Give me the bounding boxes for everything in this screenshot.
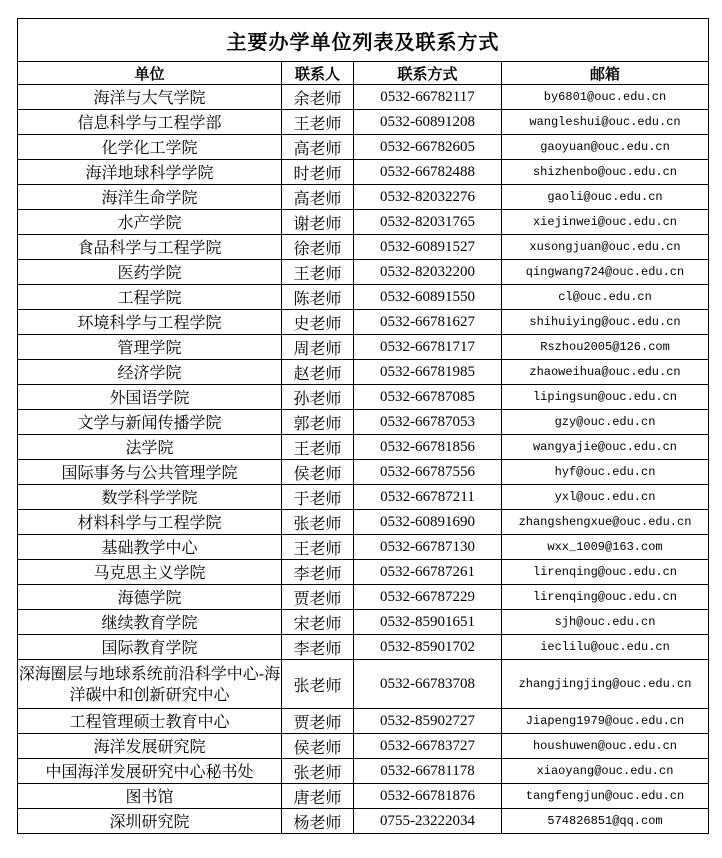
email-cell: Rszhou2005@126.com <box>502 335 709 360</box>
contact-person-cell: 高老师 <box>282 135 354 160</box>
unit-cell: 海洋地球科学学院 <box>18 160 282 185</box>
unit-cell: 食品科学与工程学院 <box>18 235 282 260</box>
contact-person-cell: 孙老师 <box>282 385 354 410</box>
table-row <box>18 610 709 635</box>
unit-cell: 环境科学与工程学院 <box>18 310 282 335</box>
contact-person-cell: 李老师 <box>282 560 354 585</box>
table-row <box>18 335 709 360</box>
phone-cell: 0532-82032200 <box>354 260 502 285</box>
table-row <box>18 110 709 135</box>
contact-person-cell: 陈老师 <box>282 285 354 310</box>
email-cell: yxl@ouc.edu.cn <box>502 485 709 510</box>
table-row <box>18 385 709 410</box>
phone-cell: 0532-66781985 <box>354 360 502 385</box>
table-row <box>18 360 709 385</box>
header-unit: 单位 <box>18 62 282 85</box>
phone-cell: 0532-66782117 <box>354 85 502 110</box>
email-cell: shihuiying@ouc.edu.cn <box>502 310 709 335</box>
table-row <box>18 260 709 285</box>
unit-cell: 中国海洋发展研究中心秘书处 <box>18 759 282 784</box>
unit-cell: 工程管理硕士教育中心 <box>18 709 282 734</box>
phone-cell: 0532-66781856 <box>354 435 502 460</box>
email-cell: zhangjingjing@ouc.edu.cn <box>502 660 709 709</box>
table-row <box>18 585 709 610</box>
unit-cell: 马克思主义学院 <box>18 560 282 585</box>
contact-person-cell: 杨老师 <box>282 809 354 834</box>
phone-cell: 0532-66783708 <box>354 660 502 709</box>
unit-cell: 海洋与大气学院 <box>18 85 282 110</box>
phone-cell: 0532-60891550 <box>354 285 502 310</box>
contact-person-cell: 张老师 <box>282 660 354 709</box>
phone-cell: 0532-60891527 <box>354 235 502 260</box>
email-cell: gaoyuan@ouc.edu.cn <box>502 135 709 160</box>
table-title: 主要办学单位列表及联系方式 <box>18 19 709 62</box>
email-cell: Jiapeng1979@ouc.edu.cn <box>502 709 709 734</box>
email-cell: lirenqing@ouc.edu.cn <box>502 560 709 585</box>
unit-cell: 管理学院 <box>18 335 282 360</box>
email-cell: sjh@ouc.edu.cn <box>502 610 709 635</box>
unit-cell: 信息科学与工程学部 <box>18 110 282 135</box>
table-row <box>18 435 709 460</box>
phone-cell: 0532-82031765 <box>354 210 502 235</box>
unit-cell: 文学与新闻传播学院 <box>18 410 282 435</box>
contact-person-cell: 张老师 <box>282 759 354 784</box>
unit-cell: 海德学院 <box>18 585 282 610</box>
header-contact-person: 联系人 <box>282 62 354 85</box>
email-cell: zhangshengxue@ouc.edu.cn <box>502 510 709 535</box>
unit-cell: 经济学院 <box>18 360 282 385</box>
table-row <box>18 809 709 834</box>
email-cell: lipingsun@ouc.edu.cn <box>502 385 709 410</box>
phone-cell: 0755-23222034 <box>354 809 502 834</box>
table-row <box>18 210 709 235</box>
contact-person-cell: 贾老师 <box>282 585 354 610</box>
table-row <box>18 410 709 435</box>
phone-cell: 0532-66781178 <box>354 759 502 784</box>
table-header-row <box>18 62 709 85</box>
table-row <box>18 635 709 660</box>
contact-person-cell: 高老师 <box>282 185 354 210</box>
table-row <box>18 784 709 809</box>
header-phone: 联系方式 <box>354 62 502 85</box>
unit-cell: 法学院 <box>18 435 282 460</box>
email-cell: houshuwen@ouc.edu.cn <box>502 734 709 759</box>
phone-cell: 0532-85902727 <box>354 709 502 734</box>
table-row <box>18 185 709 210</box>
unit-cell: 继续教育学院 <box>18 610 282 635</box>
unit-cell: 海洋生命学院 <box>18 185 282 210</box>
phone-cell: 0532-66783727 <box>354 734 502 759</box>
email-cell: gzy@ouc.edu.cn <box>502 410 709 435</box>
table-row <box>18 535 709 560</box>
contact-person-cell: 王老师 <box>282 435 354 460</box>
email-cell: tangfengjun@ouc.edu.cn <box>502 784 709 809</box>
contact-person-cell: 郭老师 <box>282 410 354 435</box>
email-cell: xiaoyang@ouc.edu.cn <box>502 759 709 784</box>
table-row <box>18 734 709 759</box>
unit-cell: 数学科学学院 <box>18 485 282 510</box>
table-row <box>18 460 709 485</box>
phone-cell: 0532-82032276 <box>354 185 502 210</box>
email-cell: qingwang724@ouc.edu.cn <box>502 260 709 285</box>
phone-cell: 0532-66782488 <box>354 160 502 185</box>
table-row <box>18 759 709 784</box>
email-cell: by6801@ouc.edu.cn <box>502 85 709 110</box>
unit-cell: 图书馆 <box>18 784 282 809</box>
unit-cell: 国际教育学院 <box>18 635 282 660</box>
unit-cell: 化学化工学院 <box>18 135 282 160</box>
contact-person-cell: 唐老师 <box>282 784 354 809</box>
contact-person-cell: 赵老师 <box>282 360 354 385</box>
contact-person-cell: 侯老师 <box>282 734 354 759</box>
table-row <box>18 310 709 335</box>
contact-person-cell: 谢老师 <box>282 210 354 235</box>
unit-cell: 外国语学院 <box>18 385 282 410</box>
contact-person-cell: 王老师 <box>282 110 354 135</box>
table-row <box>18 85 709 110</box>
contact-person-cell: 王老师 <box>282 260 354 285</box>
contact-person-cell: 史老师 <box>282 310 354 335</box>
contact-person-cell: 于老师 <box>282 485 354 510</box>
contact-person-cell: 张老师 <box>282 510 354 535</box>
table-row <box>18 660 709 709</box>
email-cell: wangleshui@ouc.edu.cn <box>502 110 709 135</box>
phone-cell: 0532-60891208 <box>354 110 502 135</box>
phone-cell: 0532-66787556 <box>354 460 502 485</box>
table-row <box>18 235 709 260</box>
contact-person-cell: 侯老师 <box>282 460 354 485</box>
table-row <box>18 510 709 535</box>
contact-person-cell: 李老师 <box>282 635 354 660</box>
table-row <box>18 485 709 510</box>
email-cell: 574826851@qq.com <box>502 809 709 834</box>
unit-cell: 国际事务与公共管理学院 <box>18 460 282 485</box>
phone-cell: 0532-85901702 <box>354 635 502 660</box>
phone-cell: 0532-66787085 <box>354 385 502 410</box>
contact-person-cell: 余老师 <box>282 85 354 110</box>
unit-cell: 医药学院 <box>18 260 282 285</box>
unit-cell: 材料科学与工程学院 <box>18 510 282 535</box>
unit-cell: 深圳研究院 <box>18 809 282 834</box>
table-row <box>18 560 709 585</box>
email-cell: ieclilu@ouc.edu.cn <box>502 635 709 660</box>
phone-cell: 0532-66781876 <box>354 784 502 809</box>
email-cell: lirenqing@ouc.edu.cn <box>502 585 709 610</box>
table-row <box>18 709 709 734</box>
table-row <box>18 160 709 185</box>
header-email: 邮箱 <box>502 62 709 85</box>
contact-person-cell: 时老师 <box>282 160 354 185</box>
phone-cell: 0532-66787130 <box>354 535 502 560</box>
unit-cell: 海洋发展研究院 <box>18 734 282 759</box>
phone-cell: 0532-66781717 <box>354 335 502 360</box>
email-cell: shizhenbo@ouc.edu.cn <box>502 160 709 185</box>
phone-cell: 0532-60891690 <box>354 510 502 535</box>
unit-cell: 基础教学中心 <box>18 535 282 560</box>
phone-cell: 0532-66787229 <box>354 585 502 610</box>
table-row <box>18 135 709 160</box>
email-cell: wxx_1009@163.com <box>502 535 709 560</box>
unit-cell: 水产学院 <box>18 210 282 235</box>
contact-table <box>17 18 709 834</box>
contact-person-cell: 宋老师 <box>282 610 354 635</box>
email-cell: zhaoweihua@ouc.edu.cn <box>502 360 709 385</box>
phone-cell: 0532-66781627 <box>354 310 502 335</box>
unit-cell: 工程学院 <box>18 285 282 310</box>
table-row <box>18 285 709 310</box>
table-body <box>18 85 709 834</box>
unit-cell: 深海圈层与地球系统前沿科学中心-海洋碳中和创新研究中心 <box>18 660 282 709</box>
email-cell: xusongjuan@ouc.edu.cn <box>502 235 709 260</box>
email-cell: gaoli@ouc.edu.cn <box>502 185 709 210</box>
contact-person-cell: 徐老师 <box>282 235 354 260</box>
phone-cell: 0532-85901651 <box>354 610 502 635</box>
email-cell: hyf@ouc.edu.cn <box>502 460 709 485</box>
email-cell: cl@ouc.edu.cn <box>502 285 709 310</box>
phone-cell: 0532-66787261 <box>354 560 502 585</box>
contact-person-cell: 王老师 <box>282 535 354 560</box>
email-cell: wangyajie@ouc.edu.cn <box>502 435 709 460</box>
phone-cell: 0532-66787211 <box>354 485 502 510</box>
phone-cell: 0532-66787053 <box>354 410 502 435</box>
email-cell: xiejinwei@ouc.edu.cn <box>502 210 709 235</box>
contact-person-cell: 周老师 <box>282 335 354 360</box>
contact-person-cell: 贾老师 <box>282 709 354 734</box>
phone-cell: 0532-66782605 <box>354 135 502 160</box>
